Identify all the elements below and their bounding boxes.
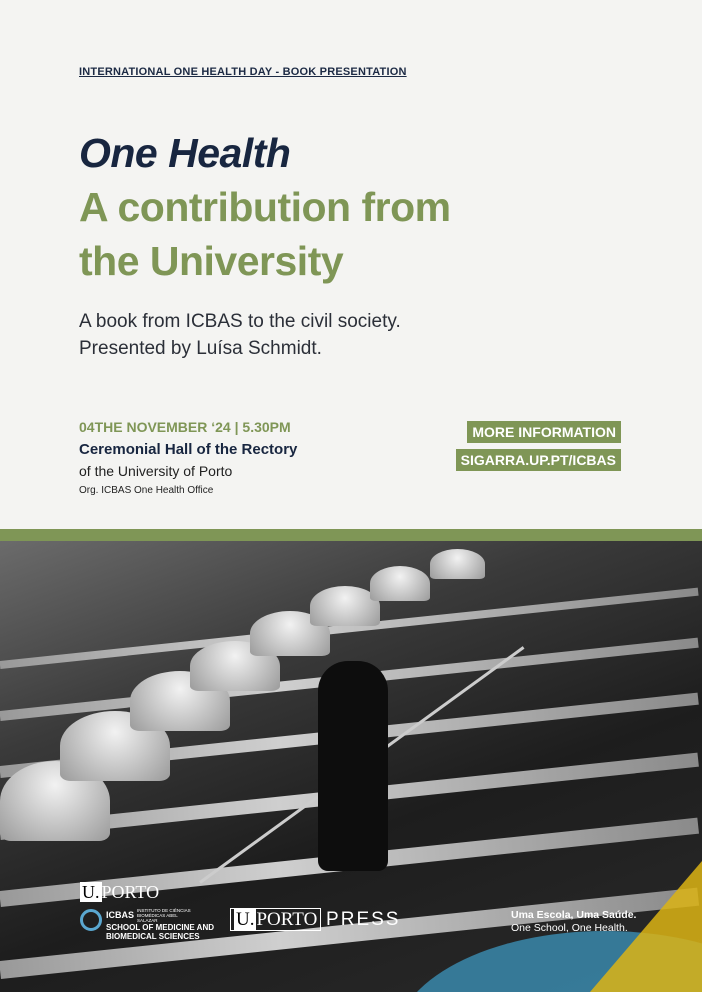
title-line-3: the University bbox=[79, 238, 344, 284]
website-link[interactable]: SIGARRA.UP.PT/ICBAS bbox=[456, 449, 621, 471]
uporto-press-logo: U. PORTO PRESS bbox=[230, 909, 400, 931]
event-date: 04THE NOVEMBER ‘24 | 5.30PM bbox=[79, 419, 291, 435]
event-venue-detail: of the University of Porto bbox=[79, 463, 233, 479]
event-venue: Ceremonial Hall of the Rectory bbox=[79, 441, 298, 458]
event-eyebrow: INTERNATIONAL ONE HEALTH DAY - BOOK PRESENTATION bbox=[79, 66, 407, 78]
green-divider bbox=[0, 529, 702, 541]
icbas-logo: ICBAS INSTITUTO DE CIÊNCIAS BIOMÉDICAS ABEL SALAZAR SCHOOL OF MEDICINE AND BIOMEDICAL SCIENCES bbox=[106, 908, 215, 941]
title-line-2: A contribution from bbox=[79, 184, 451, 230]
tagline: Uma Escola, Uma Saúde. One School, One Health. bbox=[511, 909, 637, 934]
more-information-button[interactable]: MORE INFORMATION bbox=[467, 421, 621, 443]
uporto-logo: U. PORTO bbox=[82, 882, 160, 902]
subtitle-line-1: A book from ICBAS to the civil society. bbox=[79, 311, 401, 332]
event-organizer: Org. ICBAS One Health Office bbox=[79, 485, 214, 496]
icbas-logo-icon bbox=[80, 909, 102, 931]
worker-silhouette bbox=[318, 661, 388, 871]
subtitle-line-2: Presented by Luísa Schmidt. bbox=[79, 338, 322, 359]
title-line-1: One Health bbox=[79, 130, 291, 176]
